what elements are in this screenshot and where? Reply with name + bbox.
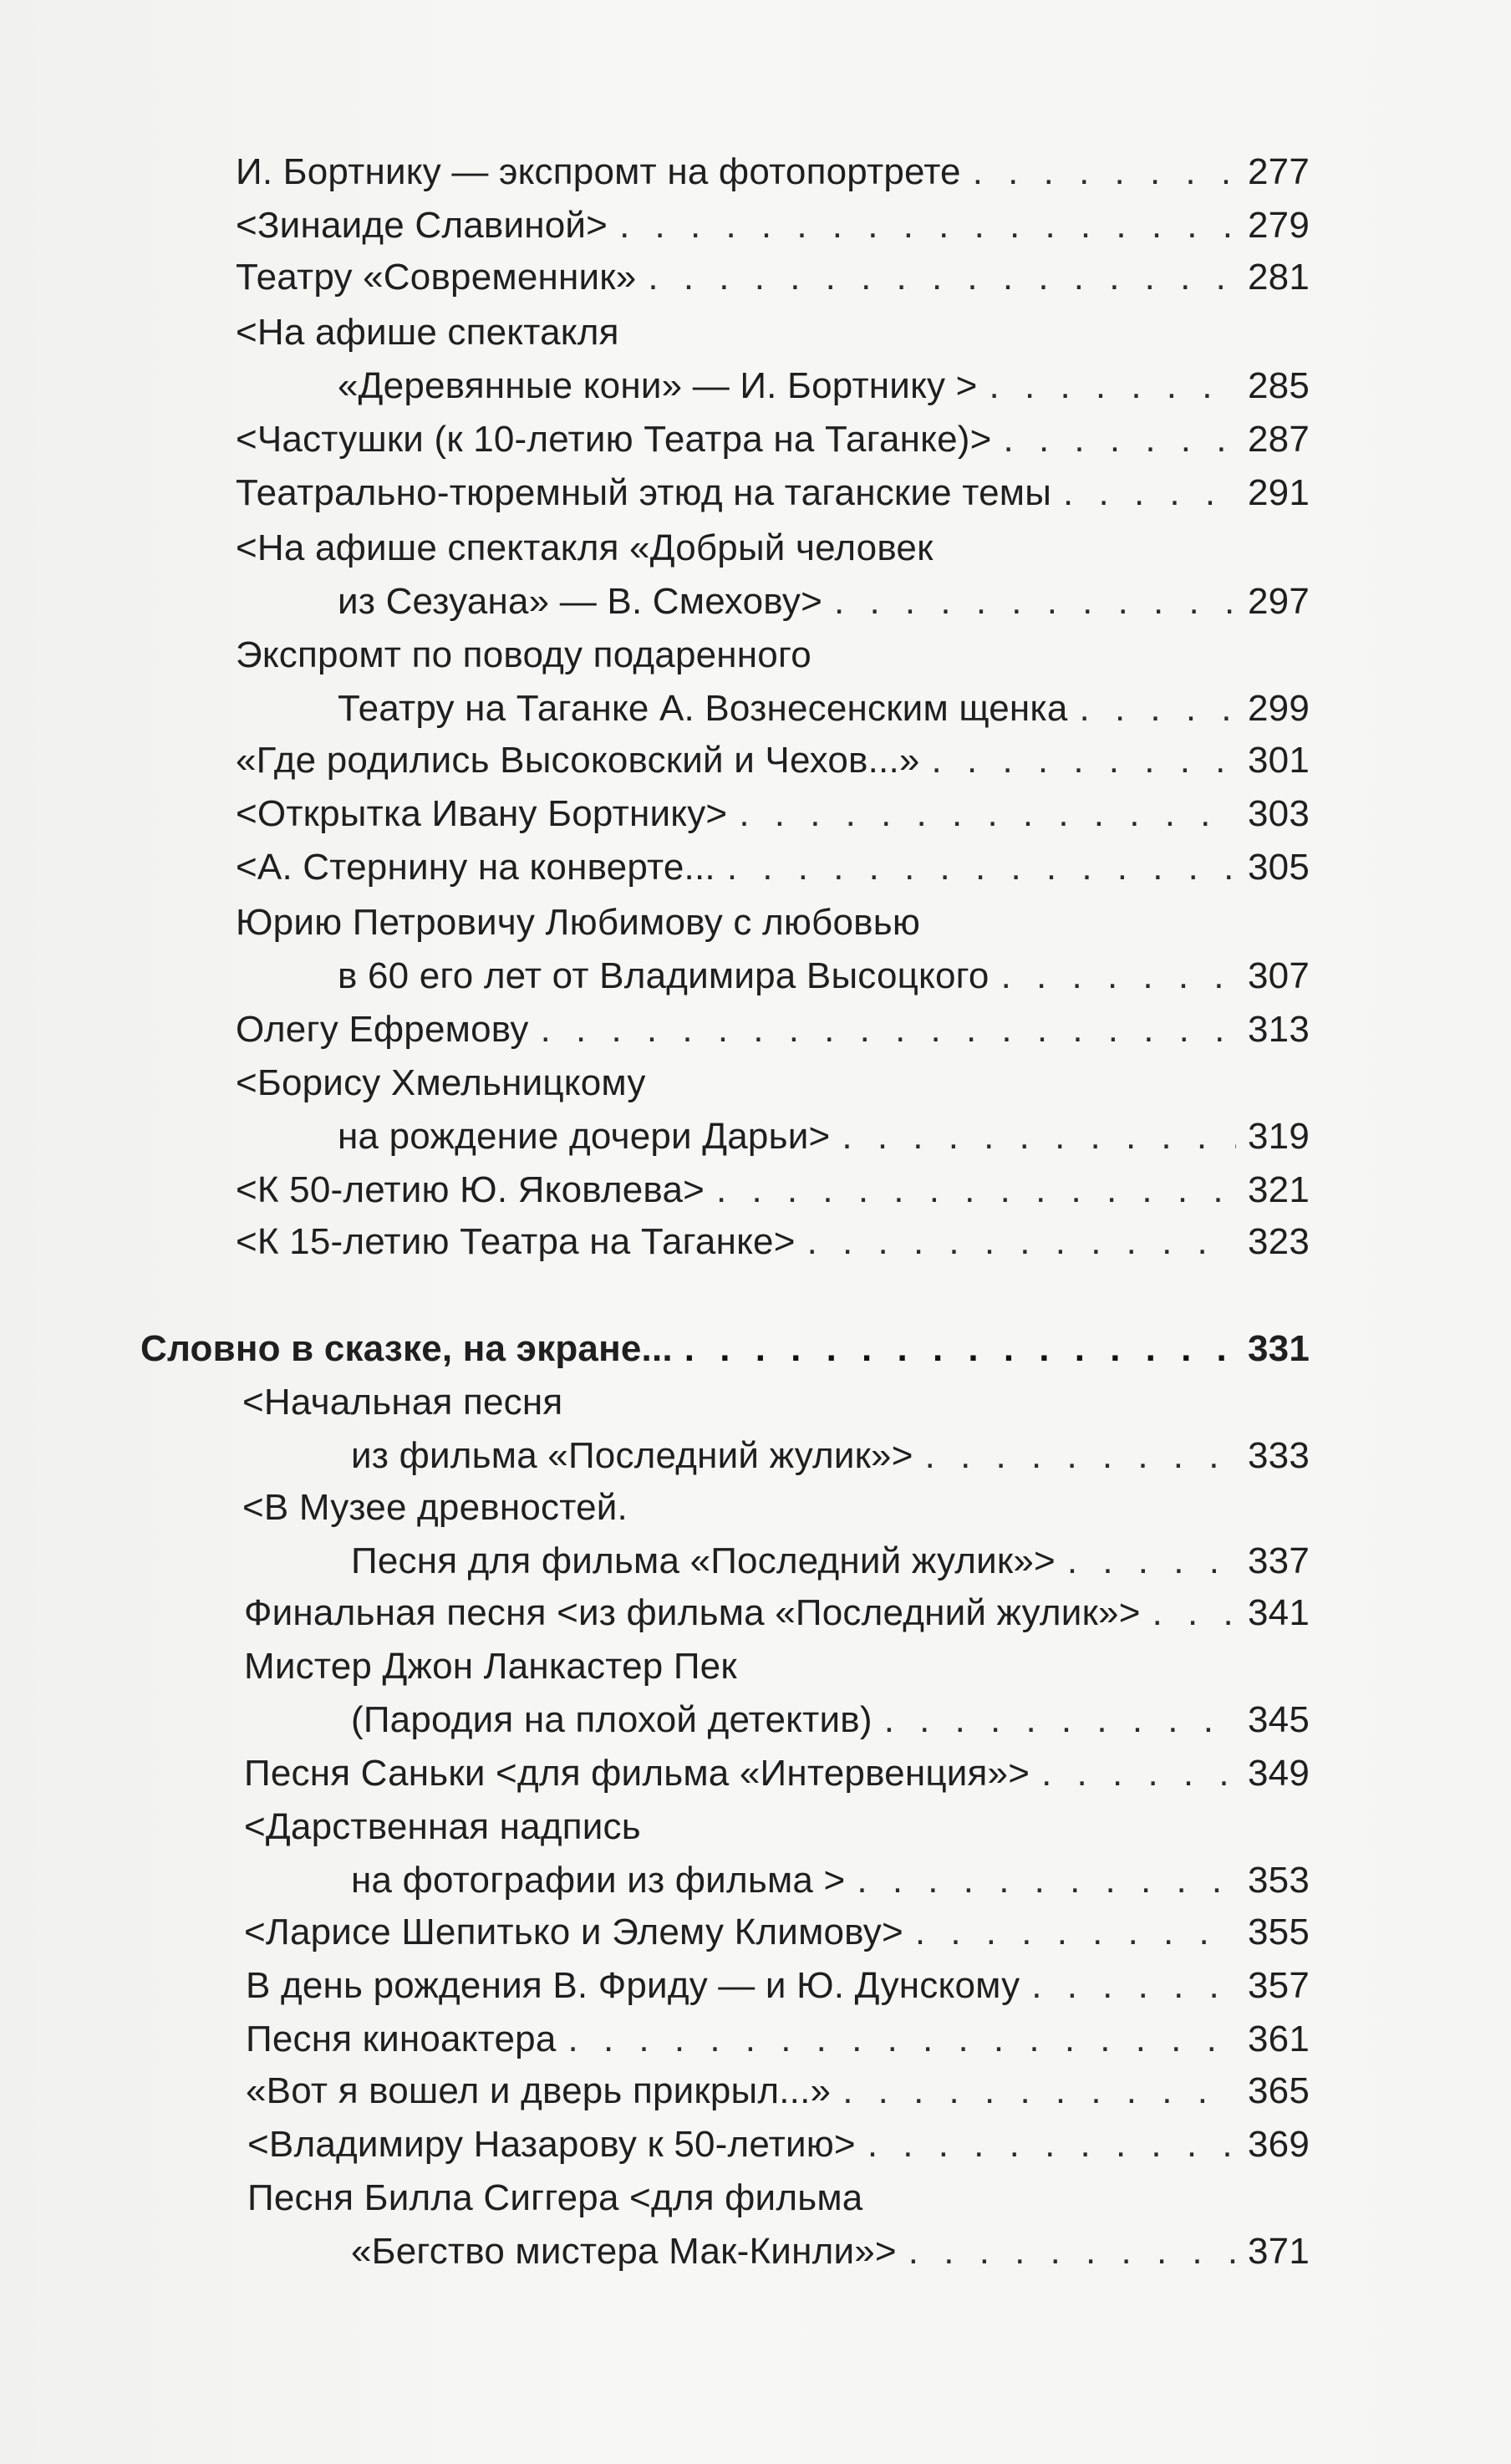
dot-leader	[932, 736, 1236, 786]
toc-entry-page: 279	[1247, 205, 1310, 246]
toc-entry	[244, 1749, 1310, 1799]
dot-leader	[842, 2066, 1236, 2116]
toc-entry	[236, 1005, 1310, 1055]
toc-entry	[244, 1907, 1310, 1957]
toc-entry-continuation	[351, 2227, 1310, 2277]
toc-entry-title: И. Бортнику — экспромт на фотопортрете	[236, 151, 961, 192]
toc-entry	[236, 252, 1310, 303]
toc-entry-title: Финальная песня <из фильма «Последний жулик»>	[244, 1592, 1141, 1633]
toc-entry-page: 369	[1247, 2124, 1310, 2165]
toc-entry-title: в 60 его лет от Владимира Высоцкого	[338, 955, 990, 996]
toc-entry-continuation	[351, 1431, 1310, 1481]
toc-entry	[236, 415, 1310, 465]
toc-entry-title: (Пародия на плохой детектив)	[351, 1699, 873, 1740]
toc-entry	[242, 1483, 1310, 1533]
toc-entry-page: 357	[1247, 1965, 1310, 2006]
dot-leader	[1063, 468, 1236, 518]
dot-leader	[834, 577, 1236, 627]
toc-entry	[244, 1642, 1310, 1692]
dot-leader	[716, 1165, 1236, 1215]
toc-entry-title: <На афише спектакля	[236, 312, 619, 353]
toc-entry-page: 305	[1247, 847, 1310, 888]
toc-entry-continuation	[351, 1856, 1310, 1906]
toc-entry-title: <Ларисе Шепитько и Элему Климову>	[244, 1912, 903, 1952]
toc-entry-page: 321	[1247, 1169, 1310, 1210]
toc-entry	[236, 1217, 1310, 1267]
dot-leader	[842, 1112, 1236, 1162]
toc-entry	[244, 1588, 1310, 1638]
toc-entry-continuation	[351, 1536, 1310, 1586]
dot-leader	[1031, 1961, 1236, 2011]
toc-entry-title: <Владимиру Назарову к 50-летию>	[247, 2124, 856, 2165]
toc-entry-page: 349	[1247, 1753, 1310, 1794]
toc-entry-page: 341	[1247, 1592, 1310, 1633]
toc-entry-continuation	[338, 684, 1310, 734]
toc-entry	[236, 1165, 1310, 1215]
toc-entry-page: 361	[1247, 2019, 1310, 2059]
toc-entry	[236, 147, 1310, 197]
toc-entry-title: <К 15-летию Театра на Таганке>	[236, 1221, 796, 1262]
toc-entry-continuation	[338, 951, 1310, 1001]
toc-entry	[236, 523, 1310, 573]
toc-entry-title: <Открытка Ивану Бортнику>	[236, 793, 728, 834]
section-heading	[140, 1324, 1310, 1374]
toc-entry-title: Театру «Современник»	[236, 257, 637, 298]
toc-entry	[236, 736, 1310, 786]
toc-entry-page: 281	[1247, 257, 1310, 298]
toc-entry	[236, 201, 1310, 251]
toc-entry-title: Юрию Петровичу Любимову с любовью	[236, 902, 921, 943]
toc-entry-title: <Частушки (к 10-летию Театра на Таганке)>	[236, 419, 992, 460]
toc-entry-page: 345	[1247, 1699, 1310, 1740]
toc-entry-page: 285	[1247, 365, 1310, 406]
dot-leader	[684, 1324, 1236, 1374]
dot-leader	[915, 1907, 1236, 1957]
toc-entry-page: 299	[1247, 688, 1310, 729]
toc-entry	[242, 1377, 1310, 1428]
toc-entry-page: 287	[1247, 419, 1310, 460]
dot-leader	[884, 1695, 1236, 1745]
dot-leader	[619, 201, 1236, 251]
dot-leader	[925, 1431, 1236, 1481]
toc-entry-title: Экспромт по поводу подаренного	[236, 634, 811, 675]
dot-leader	[568, 2014, 1236, 2064]
dot-leader	[1080, 684, 1236, 734]
dot-leader	[973, 147, 1236, 197]
toc-entry-title: «Деревянные кони» — И. Бортнику >	[338, 365, 978, 406]
dot-leader	[1152, 1588, 1236, 1638]
dot-leader	[1041, 1749, 1236, 1799]
toc-entry-page: 337	[1247, 1540, 1310, 1581]
toc-entry-title: <А. Стернину на конверте...	[236, 847, 715, 888]
toc-entry	[246, 1961, 1310, 2011]
dot-leader	[648, 252, 1236, 303]
toc-entry	[236, 1058, 1310, 1108]
toc-entry-title: Театру на Таганке А. Вознесенским щенка	[338, 688, 1068, 729]
toc-entry-title: <К 50-летию Ю. Яковлева>	[236, 1169, 705, 1210]
toc-entry-title: Песня для фильма «Последний жулик»>	[351, 1540, 1056, 1581]
dot-leader	[1001, 951, 1236, 1001]
toc-entry	[236, 898, 1310, 948]
toc-entry-title: <Дарственная надпись	[244, 1806, 641, 1847]
toc-entry-page: 301	[1247, 740, 1310, 781]
toc-entry-page: 277	[1247, 151, 1310, 192]
dot-leader	[541, 1005, 1236, 1055]
dot-leader	[727, 843, 1236, 893]
toc-entry-page: 355	[1247, 1912, 1310, 1952]
toc-entry-page: 313	[1247, 1009, 1310, 1050]
dot-leader	[990, 361, 1236, 411]
toc-entry-title: В день рождения В. Фриду — и Ю. Дунскому	[246, 1965, 1020, 2006]
toc-entry-title: «Где родились Высоковский и Чехов...»	[236, 740, 920, 781]
dot-leader	[739, 789, 1236, 839]
toc-entry-title: на рождение дочери Дарьи>	[338, 1116, 831, 1157]
toc-entry-continuation	[338, 577, 1310, 627]
toc-entry-title: «Бегство мистера Мак-Кинли»>	[351, 2231, 897, 2272]
toc-entry-title: <На афише спектакля «Добрый человек	[236, 527, 934, 568]
toc-entry	[247, 2173, 1310, 2223]
toc-entry-page: 371	[1247, 2231, 1310, 2272]
toc-entry-page: 307	[1247, 955, 1310, 996]
toc-entry	[236, 468, 1310, 518]
dot-leader	[857, 1856, 1236, 1906]
toc-entry-title: Песня Саньки <для фильма «Интервенция»>	[244, 1753, 1030, 1794]
toc-entry-continuation	[338, 361, 1310, 411]
toc-entry-page: 323	[1247, 1221, 1310, 1262]
toc-entry-title: <В Музее древностей.	[242, 1487, 628, 1528]
toc-entry	[236, 843, 1310, 893]
toc-entry-page: 297	[1247, 581, 1310, 622]
toc-entry-title: Песня Билла Сиггера <для фильма	[247, 2177, 863, 2218]
toc-entry-title: из Сезуана» — В. Смехову>	[338, 581, 823, 622]
toc-entry-page: 353	[1247, 1860, 1310, 1901]
toc-entry	[247, 2120, 1310, 2170]
toc-entry-title: Песня киноактера	[246, 2019, 557, 2059]
toc-entry-title: на фотографии из фильма >	[351, 1860, 846, 1901]
dot-leader	[867, 2120, 1236, 2170]
toc-entry	[246, 2014, 1310, 2064]
toc-entry-title: <Зинаиде Славиной>	[236, 205, 608, 246]
toc-entry-page: 291	[1247, 472, 1310, 513]
toc-entry-title: <Борису Хмельницкому	[236, 1062, 646, 1103]
toc-entry-title: «Вот я вошел и дверь прикрыл...»	[246, 2070, 832, 2111]
toc-entry	[246, 2066, 1310, 2116]
toc-entry-page: 333	[1247, 1435, 1310, 1476]
toc-entry-continuation	[351, 1695, 1310, 1745]
toc-entry-title: Мистер Джон Ланкастер Пек	[244, 1646, 737, 1687]
dot-leader	[908, 2227, 1236, 2277]
toc-entry	[236, 308, 1310, 358]
dot-leader	[807, 1217, 1236, 1267]
toc-entry	[236, 630, 1310, 680]
dot-leader	[1004, 415, 1236, 465]
toc-entry	[236, 789, 1310, 839]
toc-entry-title: Театрально-тюремный этюд на таганские темы	[236, 472, 1052, 513]
section-title: Словно в сказке, на экране...	[140, 1328, 673, 1369]
toc-entry-page: 303	[1247, 793, 1310, 834]
section-page: 331	[1247, 1328, 1310, 1369]
toc-entry-page: 319	[1247, 1116, 1310, 1157]
toc-entry-title: из фильма «Последний жулик»>	[351, 1435, 913, 1476]
toc-entry-title: Олегу Ефремову	[236, 1009, 529, 1050]
toc-entry-continuation	[338, 1112, 1310, 1162]
toc-entry-page: 365	[1247, 2070, 1310, 2111]
toc-entry-title: <Начальная песня	[242, 1382, 563, 1423]
toc-entry	[244, 1802, 1310, 1852]
dot-leader	[1067, 1536, 1236, 1586]
